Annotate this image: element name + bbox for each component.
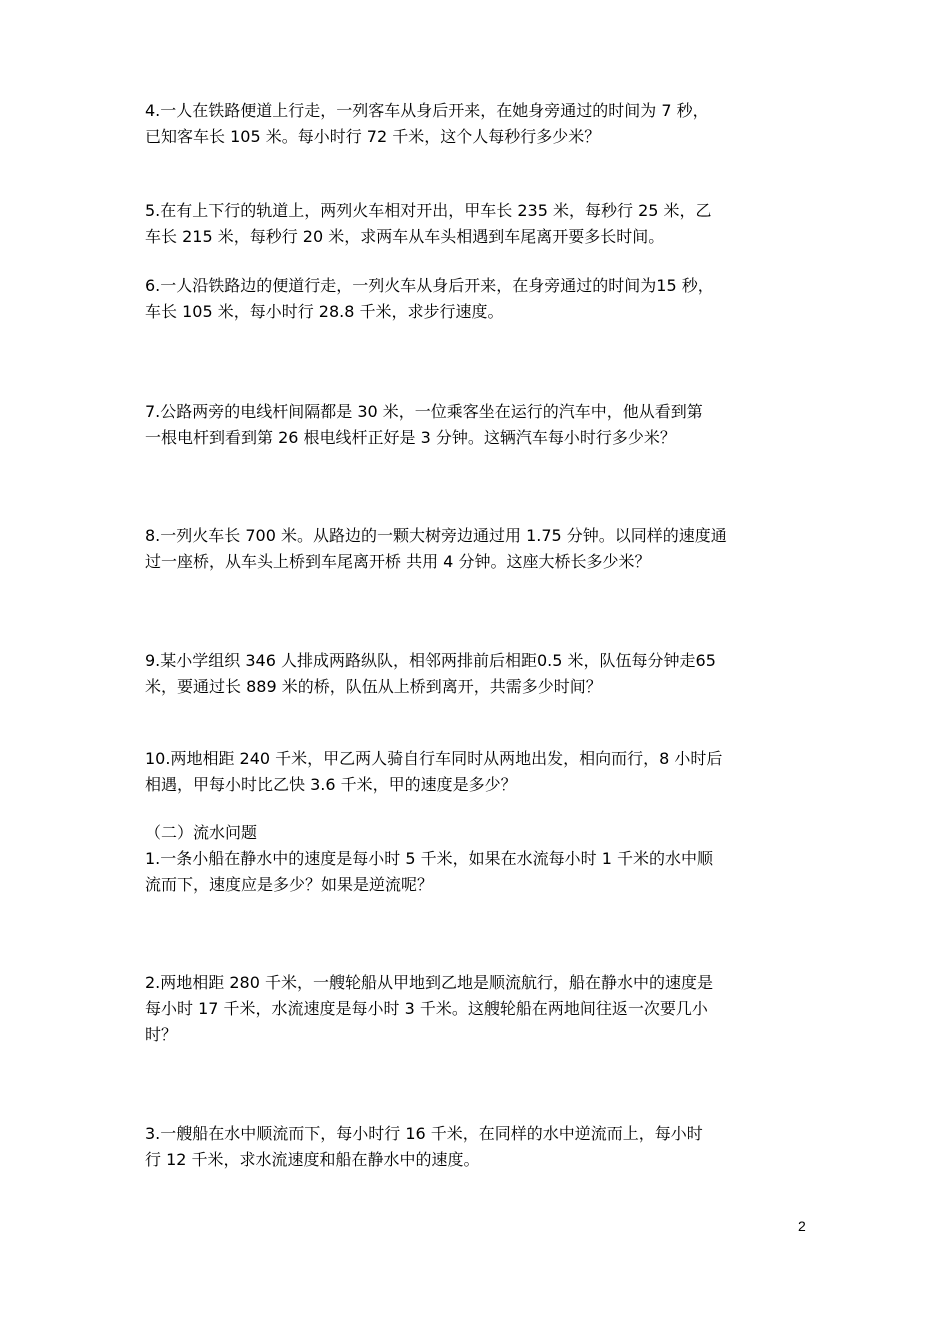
page-number: 2 — [798, 1218, 806, 1234]
problem-7 — [145, 399, 815, 451]
problem-line: 5.在有上下行的轨道上，两列火车相对开出，甲车长 235 米，每秒行 25 米，乙 — [145, 201, 712, 220]
flow-problem-1 — [145, 846, 815, 898]
problem-line: 9.某小学组织 346 人排成两路纵队，相邻两排前后相距0.5 米，队伍每分钟走65 — [145, 651, 716, 670]
problem-line: 米，要通过长 889 米的桥，队伍从上桥到离开，共需多少时间？ — [145, 677, 602, 696]
problem-line: 一根电杆到看到第 26 根电线杆正好是 3 分钟。这辆汽车每小时行多少米？ — [145, 428, 676, 447]
problem-9 — [145, 648, 815, 700]
problem-line: 10.两地相距 240 千米，甲乙两人骑自行车同时从两地出发，相向而行，8 小时后 — [145, 749, 723, 768]
problem-line: 6.一人沿铁路边的便道行走，一列火车从身后开来，在身旁通过的时间为15 秒， — [145, 276, 714, 295]
flow-problem-3 — [145, 1121, 815, 1173]
problem-line: 流而下，速度应是多少？如果是逆流呢？ — [145, 875, 434, 894]
problem-line: 2.两地相距 280 千米，一艘轮船从甲地到乙地是顺流航行，船在静水中的速度是 — [145, 973, 713, 992]
problem-line: 3.一艘船在水中顺流而下，每小时行 16 千米，在同样的水中逆流而上，每小时 — [145, 1124, 703, 1143]
problem-line: 行 12 千米，求水流速度和船在静水中的速度。 — [145, 1150, 480, 1169]
problem-line: 车长 215 米，每秒行 20 米，求两车从车头相遇到车尾离开要多长时间。 — [145, 227, 665, 246]
problem-8 — [145, 523, 815, 575]
problem-line: 车长 105 米，每小时行 28.8 千米，求步行速度。 — [145, 302, 504, 321]
problem-10 — [145, 746, 815, 798]
problem-line: 时？ — [145, 1025, 178, 1044]
problem-line: 过一座桥，从车头上桥到车尾离开桥 共用 4 分钟。这座大桥长多少米？ — [145, 552, 651, 571]
problem-line: 已知客车长 105 米。每小时行 72 千米，这个人每秒行多少米？ — [145, 127, 601, 146]
problem-4 — [145, 98, 815, 150]
problem-line: 1.一条小船在静水中的速度是每小时 5 千米，如果在水流每小时 1 千米的水中顺 — [145, 849, 713, 868]
problem-line: 每小时 17 千米，水流速度是每小时 3 千米。这艘轮船在两地间往返一次要几小 — [145, 999, 708, 1018]
problem-line: 4.一人在铁路便道上行走，一列客车从身后开来，在她身旁通过的时间为 7 秒， — [145, 101, 709, 120]
flow-problem-2 — [145, 970, 815, 1048]
problem-line: 相遇，甲每小时比乙快 3.6 千米，甲的速度是多少？ — [145, 775, 517, 794]
problem-line: 7.公路两旁的电线杆间隔都是 30 米，一位乘客坐在运行的汽车中，他从看到第 — [145, 402, 703, 421]
problem-5 — [145, 198, 815, 250]
problem-line: 8.一列火车长 700 米。从路边的一颗大树旁边通过用 1.75 分钟。以同样的速度通 — [145, 526, 727, 545]
problem-6 — [145, 273, 815, 325]
section-heading: （二）流水问题 — [145, 823, 258, 842]
